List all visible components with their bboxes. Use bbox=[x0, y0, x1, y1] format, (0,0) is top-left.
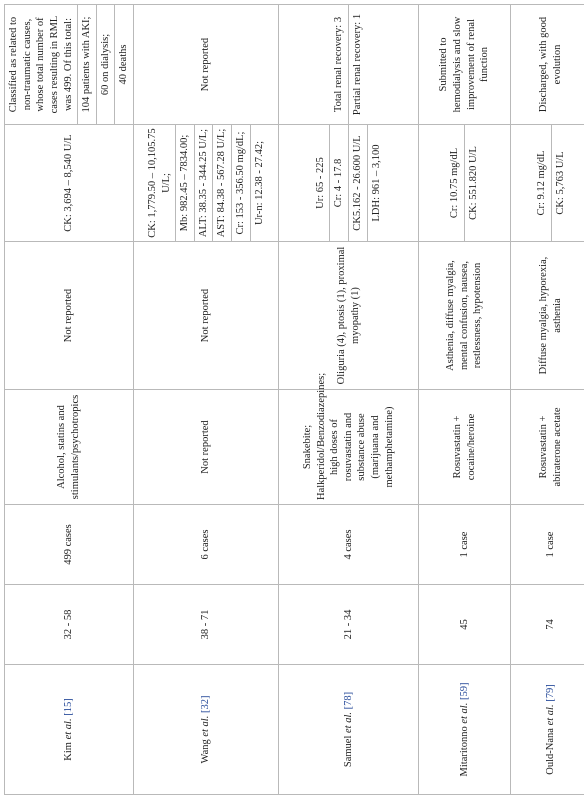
outcome-subtable bbox=[330, 5, 366, 124]
lab-value: Cr: 9.12 mg/dL bbox=[535, 150, 547, 216]
labs-cell bbox=[279, 125, 419, 242]
author-name: Samuel bbox=[342, 733, 354, 768]
symptoms-cell: Diffuse myalgia, hyporexia, asthenia bbox=[511, 242, 584, 390]
et-al: et al. bbox=[63, 718, 75, 740]
labs-cell bbox=[419, 125, 511, 242]
table-row bbox=[5, 5, 134, 795]
outcome-cell bbox=[279, 5, 419, 125]
et-al: et al. bbox=[545, 704, 557, 726]
lab-value: Ur-n: 12.38 - 27.42; bbox=[250, 125, 268, 241]
reference-link[interactable]: [59] bbox=[458, 682, 470, 701]
cases-cell: 1 case bbox=[511, 505, 584, 585]
study-cell bbox=[134, 665, 279, 795]
outcome-subtable bbox=[5, 5, 133, 124]
study-cell bbox=[511, 665, 584, 795]
et-al: et al. bbox=[342, 712, 354, 733]
et-al: et al. bbox=[200, 715, 212, 737]
cases-cell: 6 cases bbox=[134, 505, 279, 585]
author-name: Ould-Nana bbox=[545, 725, 557, 775]
table-row bbox=[511, 5, 584, 795]
outcome-line: Partial renal recovery: 1 bbox=[349, 5, 367, 124]
outcome-cell: Discharged, with good evolution bbox=[511, 5, 584, 125]
labs-subtable bbox=[312, 125, 386, 241]
lab-value: AST: 84.38 - 567.28 U/L; bbox=[213, 125, 232, 241]
author-name: Mitaritonno bbox=[458, 723, 470, 777]
outcome-line: Classified as related to non-traumatic causes, whose total number of cases resulting in RML was 499. Of this total: bbox=[8, 15, 74, 114]
lab-value: LDH: 961 – 3,100 bbox=[367, 125, 385, 241]
symptoms-cell: Asthenia, diffuse myalgia, mental confusion, nausea, restlessness, hypotension bbox=[419, 242, 511, 390]
reference-link[interactable]: [32] bbox=[200, 695, 212, 714]
cause-cell: Snakebite; Halkperidol/Benzodiazepines; high doses of rosuvastatin and substance abuse (marijuana and methamphetamine) bbox=[279, 390, 419, 505]
reference-link[interactable]: [79] bbox=[545, 684, 557, 702]
outcome-line: 60 on dialysis; bbox=[96, 5, 115, 124]
symptoms-cell: Oliguria (4), ptosis (1), proximal myopathy (1) bbox=[279, 242, 419, 390]
table-row bbox=[279, 5, 419, 795]
study-cell bbox=[419, 665, 511, 795]
labs-subtable bbox=[144, 125, 268, 241]
age-cell: 32 - 58 bbox=[5, 585, 134, 665]
study-cell bbox=[5, 665, 134, 795]
cause-cell: Not reported bbox=[134, 390, 279, 505]
cause-cell: Rosuvastatin + cocaine/heroine bbox=[419, 390, 511, 505]
age-cell: 21 - 34 bbox=[279, 585, 419, 665]
outcome-cell: Submitted to hemodialysis and slow improvement of renal function bbox=[419, 5, 511, 125]
symptoms-cell: Not reported bbox=[134, 242, 279, 390]
lab-value: Ur: 65 - 225 bbox=[314, 157, 326, 209]
reference-link[interactable]: [78] bbox=[342, 691, 354, 710]
outcome-line: Total renal recovery: 3 bbox=[333, 16, 345, 113]
labs-subtable bbox=[446, 125, 482, 241]
cause-cell: Rosuvastatin + abiraterone acetate bbox=[511, 390, 584, 505]
study-cell bbox=[279, 665, 419, 795]
age-cell: 45 bbox=[419, 585, 511, 665]
labs-cell: CK: 3,694 – 8,540 U/L bbox=[5, 125, 134, 242]
author-name: Wang bbox=[200, 736, 212, 764]
labs-cell bbox=[511, 125, 584, 242]
lab-value: CK: 1,779.50 – 10,105.75 U/L; bbox=[146, 128, 172, 238]
rhabdomyolysis-studies-table bbox=[4, 4, 584, 795]
cases-cell: 1 case bbox=[419, 505, 511, 585]
labs-subtable bbox=[533, 125, 569, 241]
table-row bbox=[134, 5, 279, 795]
outcome-line: 40 deaths bbox=[115, 5, 133, 124]
lab-value: Cr: 4 - 17.8 bbox=[330, 125, 349, 241]
cause-cell: Alcohol, statins and stimulants/psychotropics bbox=[5, 390, 134, 505]
table-row bbox=[419, 5, 511, 795]
outcome-cell bbox=[5, 5, 134, 125]
lab-value: Cr: 10.75 mg/dL bbox=[449, 147, 461, 219]
lab-value: Cr: 153 - 356.50 mg/dL; bbox=[232, 125, 251, 241]
lab-value: ALT: 38.35 - 344.25 U/L; bbox=[194, 125, 213, 241]
outcome-line: 104 patients with AKI; bbox=[78, 5, 97, 124]
lab-value: Mb: 982.45 – 7834.00; bbox=[176, 125, 195, 241]
lab-value: CK: 551.820 U/L bbox=[465, 125, 483, 241]
author-name: Kim bbox=[63, 739, 75, 761]
lab-value: CK5.162 - 26.600 U/L bbox=[349, 125, 368, 241]
age-cell: 38 - 71 bbox=[134, 585, 279, 665]
et-al: et al. bbox=[458, 702, 470, 724]
cases-cell: 4 cases bbox=[279, 505, 419, 585]
outcome-cell: Not reported bbox=[134, 5, 279, 125]
symptoms-cell: Not reported bbox=[5, 242, 134, 390]
labs-cell bbox=[134, 125, 279, 242]
cases-cell: 499 cases bbox=[5, 505, 134, 585]
reference-link[interactable]: [15] bbox=[63, 698, 75, 716]
age-cell: 74 bbox=[511, 585, 584, 665]
lab-value: CK: 5,763 U/L bbox=[551, 125, 569, 241]
